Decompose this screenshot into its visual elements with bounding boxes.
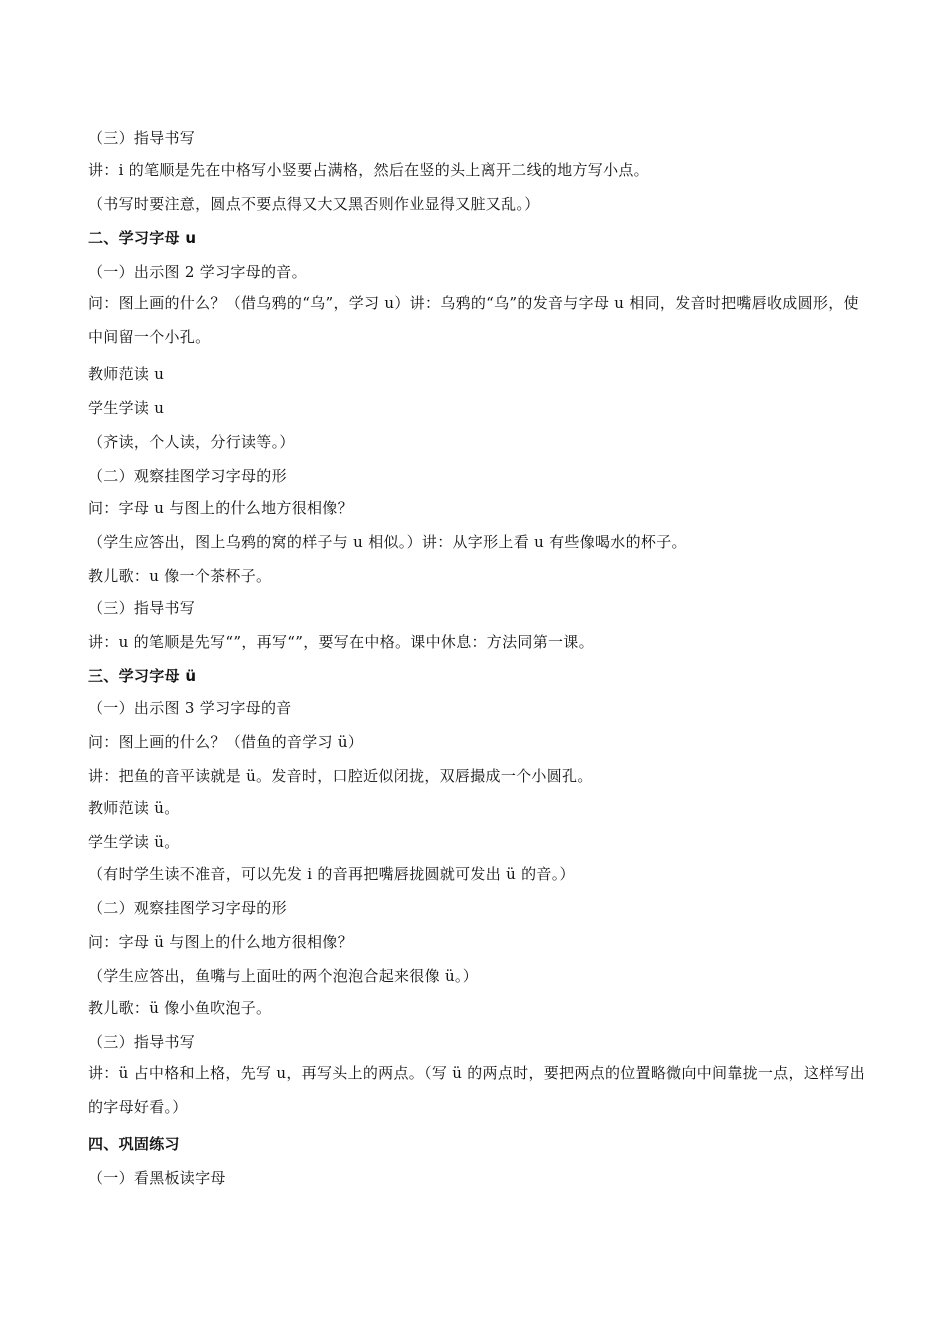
paragraph-answer-shape-u: （学生应答出，图上乌鸦的窝的样子与 u 相似。）讲：从字形上看 u 有些像喝水的杯子。 bbox=[88, 533, 687, 551]
paragraph-teacher-reads-u: 教师范读 u bbox=[88, 365, 165, 383]
subheading-shape-u: （二）观察挂图学习字母的形 bbox=[88, 467, 287, 485]
paragraph-students-read-u: 学生学读 u bbox=[88, 399, 165, 417]
paragraph-question-fish: 问：图上画的什么？（借鱼的音学习 ü） bbox=[88, 733, 364, 751]
subheading-writing-guide-2: （三）指导书写 bbox=[88, 599, 196, 617]
subheading-writing-guide-3: （三）指导书写 bbox=[88, 1033, 196, 1051]
subheading-sound-u: （一）出示图 2 学习字母的音。 bbox=[88, 263, 307, 281]
paragraph-fish-sound: 讲：把鱼的音平读就是 ü。发音时，口腔近似闭拢，双唇撮成一个小圆孔。 bbox=[88, 767, 593, 785]
paragraph-i-stroke-order: 讲：i 的笔顺是先在中格写小竖要占满格，然后在竖的头上离开二线的地方写小点。 bbox=[88, 161, 649, 179]
paragraph-v-stroke-order: 讲：ü 占中格和上格，先写 u，再写头上的两点。（写 ü 的两点时，要把两点的位置略微向中间靠拢一点，这样写出的字母好看。） bbox=[88, 1064, 866, 1116]
section-heading-v: 三、学习字母 ü bbox=[88, 667, 197, 685]
paragraph-rhyme-u: 教儿歌：u 像一个茶杯子。 bbox=[88, 567, 272, 585]
subheading-shape-v: （二）观察挂图学习字母的形 bbox=[88, 899, 287, 917]
paragraph-u-stroke-order: 讲：u 的笔顺是先写“”，再写“”，要写在中格。课中休息：方法同第一课。 bbox=[88, 633, 594, 651]
paragraph-pronunciation-tip: （有时学生读不准音，可以先发 i 的音再把嘴唇拢圆就可发出 ü 的音。） bbox=[88, 865, 575, 883]
paragraph-read-modes: （齐读，个人读，分行读等。） bbox=[88, 433, 295, 451]
section-heading-practice: 四、巩固练习 bbox=[88, 1135, 180, 1153]
subheading-read-board: （一）看黑板读字母 bbox=[88, 1169, 226, 1187]
paragraph-question-shape-v: 问：字母 ü 与图上的什么地方很相像？ bbox=[88, 933, 353, 951]
subheading-writing-guide-1: （三）指导书写 bbox=[88, 129, 196, 147]
paragraph-answer-shape-v: （学生应答出，鱼嘴与上面吐的两个泡泡合起来很像 ü。） bbox=[88, 967, 479, 985]
paragraph-students-read-v: 学生学读 ü。 bbox=[88, 833, 180, 851]
paragraph-crow-sound: 问：图上画的什么？（借乌鸦的“乌”，学习 u）讲：乌鸦的“乌”的发音与字母 u 相同，发音时把嘴唇收成圆形，使中间留一个小孔。 bbox=[88, 294, 859, 346]
paragraph-rhyme-v: 教儿歌：ü 像小鱼吹泡子。 bbox=[88, 999, 272, 1017]
section-heading-u: 二、学习字母 u bbox=[88, 229, 197, 247]
subheading-sound-v: （一）出示图 3 学习字母的音 bbox=[88, 699, 292, 717]
paragraph-teacher-reads-v: 教师范读 ü。 bbox=[88, 799, 180, 817]
paragraph-writing-note: （书写时要注意，圆点不要点得又大又黑否则作业显得又脏又乱。） bbox=[88, 195, 540, 213]
paragraph-question-shape-u: 问：字母 u 与图上的什么地方很相像？ bbox=[88, 499, 353, 517]
